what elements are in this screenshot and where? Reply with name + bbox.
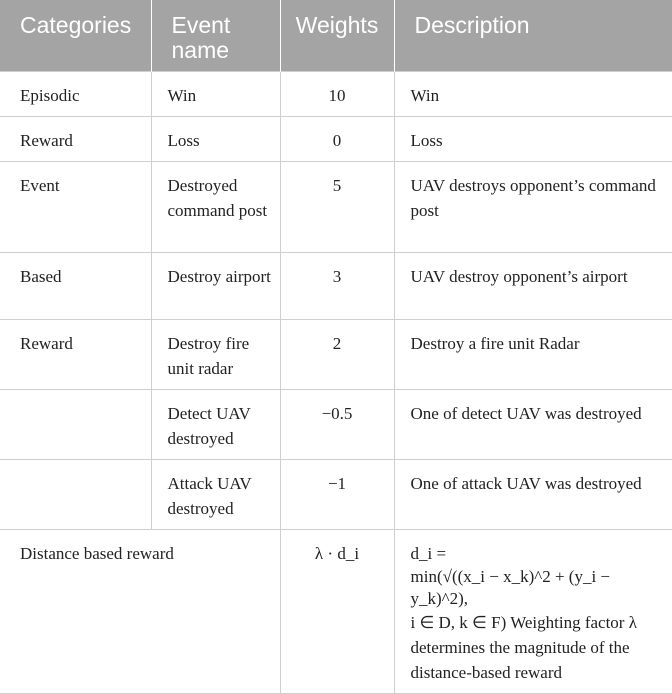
table-row xyxy=(0,320,672,390)
table-row xyxy=(0,390,672,460)
weight-cell: 3 xyxy=(280,253,394,320)
distance-row xyxy=(0,530,672,694)
distance-weight-formula: λ · d_i xyxy=(314,544,360,563)
distance-def: d_i = xyxy=(410,544,447,563)
event-name-cell: Detect UAV destroyed xyxy=(151,390,280,460)
category-cell xyxy=(0,390,151,460)
distance-weight-cell xyxy=(280,530,394,694)
event-name-cell: Destroy fire unit radar xyxy=(151,320,280,390)
header-weights: Weights xyxy=(280,0,394,72)
header-categories: Categories xyxy=(0,0,151,72)
header-description: Description xyxy=(394,0,672,72)
event-name-cell: Loss xyxy=(151,117,280,162)
table-header-row xyxy=(0,0,672,72)
weight-cell: 2 xyxy=(280,320,394,390)
category-cell: Reward xyxy=(0,320,151,390)
weight-cell: −1 xyxy=(280,460,394,530)
weight-cell: 0 xyxy=(280,117,394,162)
distance-category-cell: Distance based reward xyxy=(0,530,280,694)
table-row xyxy=(0,460,672,530)
description-cell: Win xyxy=(394,72,672,117)
distance-domain: i ∈ D, k ∈ F) xyxy=(410,613,507,632)
distance-description-cell xyxy=(394,530,672,694)
weight-cell: 5 xyxy=(280,162,394,253)
table-row xyxy=(0,253,672,320)
table-row xyxy=(0,117,672,162)
description-cell: UAV destroy opponent’s airport xyxy=(394,253,672,320)
distance-description-text: Weighting factor λ determines the magnitude of the distance-based reward xyxy=(410,613,637,682)
distance-formula: min(√((x_i − x_k)^2 + (y_i − y_k)^2), xyxy=(410,567,611,608)
event-name-cell: Win xyxy=(151,72,280,117)
event-name-cell: Destroyed command post xyxy=(151,162,280,253)
event-name-cell: Attack UAV destroyed xyxy=(151,460,280,530)
description-cell: One of detect UAV was destroyed xyxy=(394,390,672,460)
description-cell: UAV destroys opponent’s command post xyxy=(394,162,672,253)
category-cell: Episodic xyxy=(0,72,151,117)
description-cell: Destroy a fire unit Radar xyxy=(394,320,672,390)
category-cell: Reward xyxy=(0,117,151,162)
table-row xyxy=(0,72,672,117)
table-row xyxy=(0,162,672,253)
weight-cell: −0.5 xyxy=(280,390,394,460)
description-cell: One of attack UAV was destroyed xyxy=(394,460,672,530)
description-cell: Loss xyxy=(394,117,672,162)
header-event-name: Event name xyxy=(151,0,280,72)
weight-cell: 10 xyxy=(280,72,394,117)
category-cell xyxy=(0,460,151,530)
event-name-cell: Destroy airport xyxy=(151,253,280,320)
category-cell: Event xyxy=(0,162,151,253)
category-cell: Based xyxy=(0,253,151,320)
